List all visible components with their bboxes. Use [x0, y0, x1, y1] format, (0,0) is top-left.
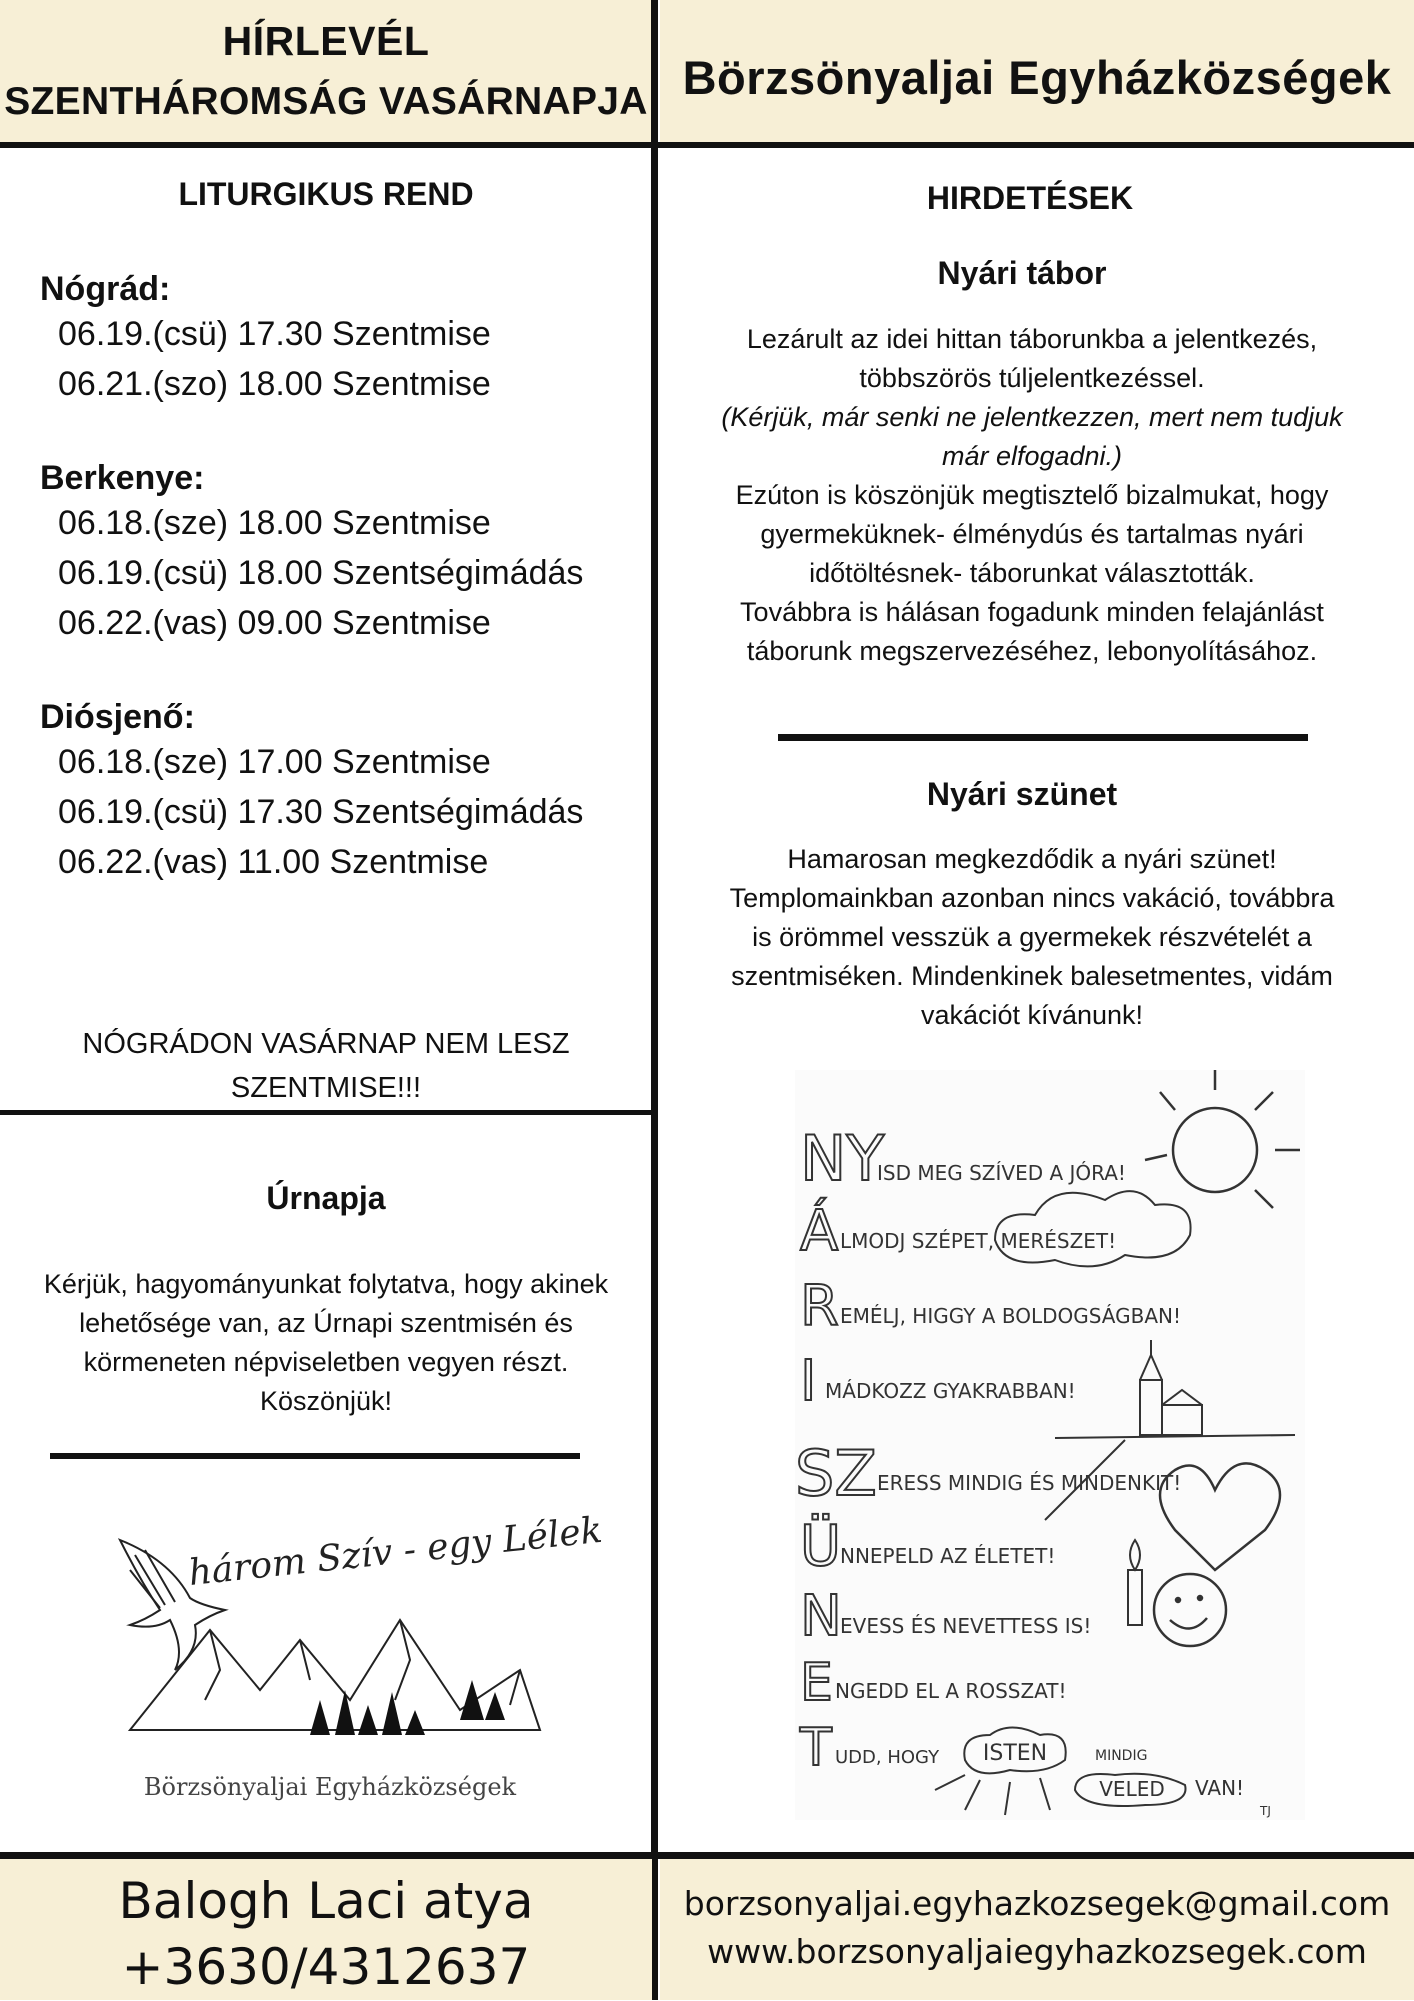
text-line: szentmiséken. Mindenkinek balesetmentes, vidám [731, 961, 1333, 991]
acrostic-art [795, 1070, 1305, 1820]
priest-name: Balogh Laci atya [118, 1872, 534, 1930]
place-berkenye [40, 459, 640, 648]
logo-script-text: három Szív - egy Lélek [186, 1509, 605, 1594]
footer-contact-right [660, 1859, 1414, 2000]
text-line: gyermeküknek- élménydús és tartalmas nyári [760, 519, 1304, 549]
left-section-divider [0, 1110, 652, 1115]
logo-caption: Börzsönyaljai Egyházközségek [143, 1773, 517, 1801]
acrostic-cap: E [800, 1653, 833, 1713]
text-line: Ezúton is köszönjük megtisztelő bizalmukat, hogy [735, 480, 1329, 510]
header-title-block [0, 0, 652, 142]
mass-item: 06.19.(csü) 17.30 Szentségimádás [58, 793, 584, 831]
notice-line: SZENTMISE!!! [230, 1072, 422, 1104]
break-title: Nyári szünet [926, 776, 1118, 812]
urnapja-text [0, 1265, 652, 1421]
newsletter-subtitle: SZENTHÁROMSÁG VASÁRNAPJA [4, 80, 648, 123]
mass-item: 06.18.(sze) 17.00 Szentmise [58, 743, 491, 781]
text-line: időtöltésnek- táborunkat választották. [809, 558, 1255, 588]
mass-schedule [40, 270, 640, 887]
footer-contact-left [0, 1859, 652, 2000]
mindig-word: MINDIG [1095, 1748, 1148, 1764]
header-divider [0, 142, 1414, 148]
sun-icon [1145, 1070, 1300, 1208]
text-line: Kérjük, hagyományunkat folytatva, hogy akinek [43, 1269, 609, 1299]
center-divider [651, 0, 658, 2000]
text-line: Hamarosan megkezdődik a nyári szünet! [787, 844, 1277, 874]
parish-logo [100, 1509, 605, 1840]
footer-divider [0, 1852, 1414, 1859]
acrostic-text: EMÉLJ, HIGGY A BOLDOGSÁGBAN! [840, 1304, 1182, 1328]
acrostic-text: LMODJ SZÉPET, MERÉSZET! [840, 1229, 1117, 1253]
van-word: VAN! [1195, 1776, 1245, 1800]
phone-number[interactable]: +3630/4312637 [121, 1938, 531, 1996]
urnapja-underline [50, 1453, 580, 1459]
acrostic-cap: I [800, 1349, 817, 1414]
text-line: már elfogadni.) [941, 441, 1123, 471]
acrostic-cap: NY [800, 1122, 885, 1195]
place-nograd [40, 270, 640, 409]
text-line: lehetősége van, az Úrnapi szentmisén és [79, 1308, 573, 1338]
veled-word: VELED [1099, 1777, 1165, 1801]
drawing-initials: TJ [1260, 1804, 1271, 1818]
acrostic-drawing [795, 1070, 1305, 1820]
smiley-icon [1154, 1574, 1226, 1646]
text-line: körmeneten népviseletben vegyen részt. [83, 1347, 569, 1377]
mass-item: 06.22.(vas) 09.00 Szentmise [58, 604, 491, 642]
place-diosjeno [40, 698, 640, 887]
org-name: Börzsönyaljai Egyházközségek [682, 51, 1392, 104]
camp-text [680, 320, 1384, 671]
acrostic-cap: N [800, 1584, 842, 1649]
text-line: vakációt kívánunk! [920, 1000, 1144, 1030]
announcements-title: HIRDETÉSEK [926, 180, 1134, 216]
email-link[interactable]: borzsonyaljai.egyhazkozsegek@gmail.com [683, 1884, 1391, 1923]
break-text [680, 840, 1384, 1035]
text-line: is örömmel vesszük a gyermekek részvételét a [752, 922, 1312, 952]
text-line: táborunk megszervezéséhez, lebonyolításához. [746, 636, 1318, 666]
website-link[interactable]: www.borzsonyaljaiegyhazkozsegek.com [707, 1932, 1367, 1971]
mass-item: 06.21.(szo) 18.00 Szentmise [58, 365, 491, 403]
place-name: Berkenye: [40, 459, 205, 497]
text-line: Továbbra is hálásan fogadunk minden felajánlást [740, 597, 1324, 627]
place-name: Diósjenő: [40, 698, 195, 736]
acrostic-cap: Á [800, 1199, 839, 1264]
acrostic-text: ERESS MINDIG ÉS MINDENKIT! [877, 1471, 1182, 1495]
notice-line: NÓGRÁDON VASÁRNAP NEM LESZ [82, 1028, 570, 1060]
newsletter-title: HÍRLEVÉL [222, 18, 430, 64]
isten-word: ISTEN [982, 1741, 1048, 1766]
acrostic-text: MÁDKOZZ GYAKRABBAN! [825, 1379, 1076, 1403]
text-line: többszörös túljelentkezéssel. [859, 363, 1205, 393]
camp-title: Nyári tábor [937, 255, 1107, 291]
acrostic-text: NGEDD EL A ROSSZAT! [835, 1679, 1067, 1703]
candle-icon [1128, 1540, 1142, 1625]
text-line: Lezárult az idei hittan táborunkba a jelentkezés, [746, 324, 1318, 354]
logo-art [100, 1509, 605, 1840]
nograd-notice [0, 1022, 652, 1110]
rays-icon [935, 1775, 1050, 1815]
mass-item: 06.19.(csü) 18.00 Szentségimádás [58, 554, 584, 592]
mass-item: 06.22.(vas) 11.00 Szentmise [58, 843, 489, 881]
acrostic-text: EVESS ÉS NEVETTESS IS! [840, 1614, 1092, 1638]
camp-underline [778, 734, 1308, 741]
acrostic-text: NNEPELD AZ ÉLETET! [840, 1544, 1056, 1568]
text-line: Templomainkban azonban nincs vakáció, továbbra [729, 883, 1335, 913]
mass-item: 06.18.(sze) 18.00 Szentmise [58, 504, 491, 542]
text-line: Köszönjük! [259, 1386, 393, 1416]
acrostic-cap: R [800, 1274, 839, 1339]
text-line: (Kérjük, már senki ne jelentkezzen, mert nem tudjuk [721, 402, 1343, 432]
acrostic-cap: Ü [800, 1514, 841, 1579]
mass-item: 06.19.(csü) 17.30 Szentmise [58, 315, 491, 353]
liturgy-title: LITURGIKUS REND [178, 176, 474, 212]
urnapja-title: Úrnapja [266, 1180, 386, 1216]
acrostic-text: ISD MEG SZÍVED A JÓRA! [877, 1161, 1126, 1185]
acrostic-text: UDD, HOGY [835, 1747, 940, 1768]
header-org-block [660, 0, 1414, 142]
place-name: Nógrád: [40, 270, 171, 308]
acrostic-cap: T [800, 1718, 832, 1778]
acrostic-cap: SZ [795, 1437, 877, 1510]
